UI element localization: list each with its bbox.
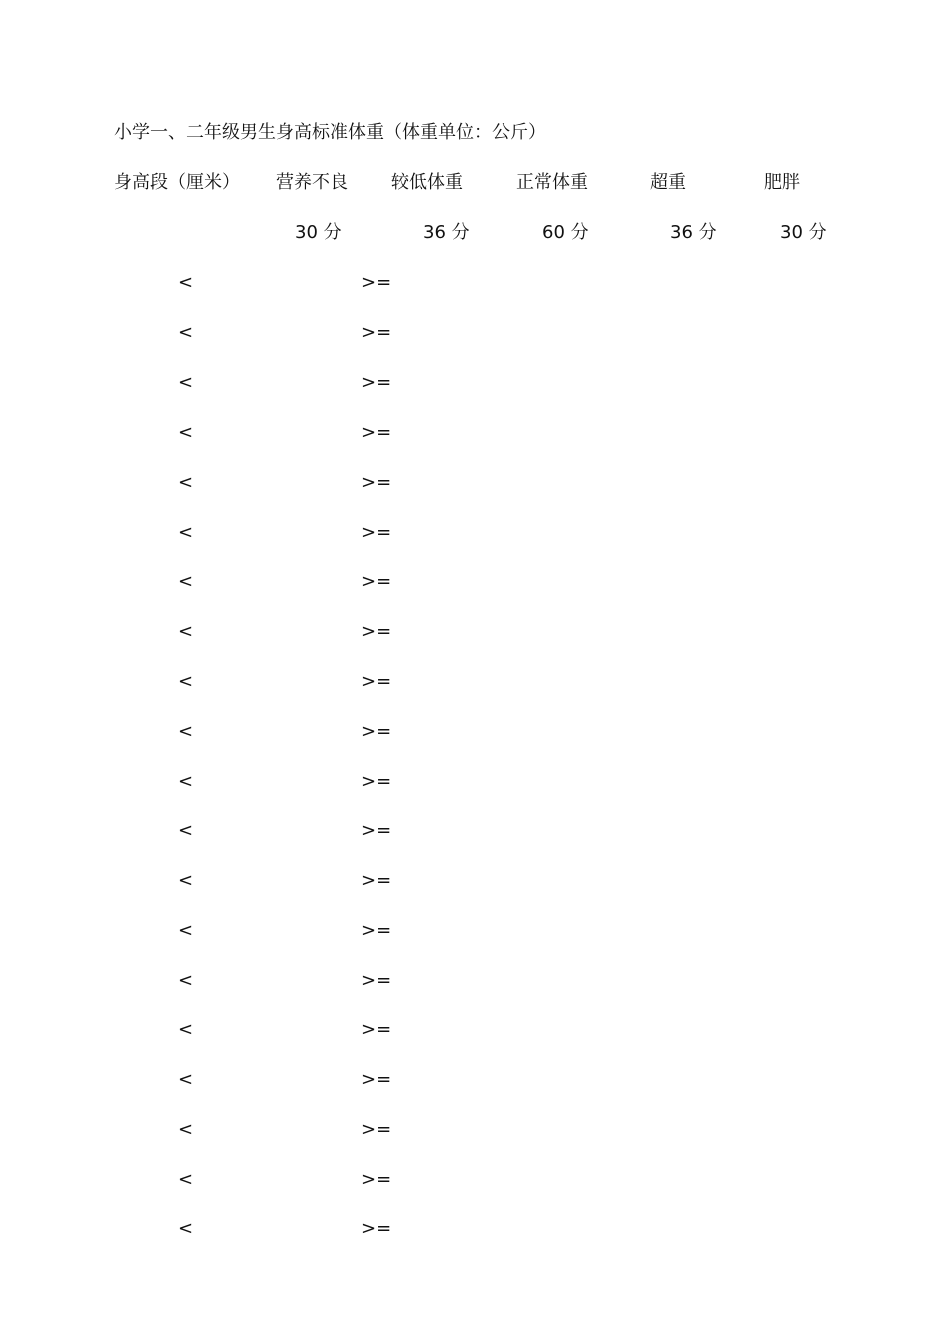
less-than-marker: < (178, 1119, 194, 1140)
greater-equal-marker: >= (361, 322, 392, 343)
score-low-weight: 36 分 (423, 222, 470, 243)
less-than-marker: < (178, 671, 194, 692)
header-obese: 肥胖 (764, 172, 800, 193)
greater-equal-marker: >= (361, 422, 392, 443)
less-than-marker: < (178, 372, 194, 393)
less-than-marker: < (178, 1069, 194, 1090)
score-malnutrition: 30 分 (295, 222, 342, 243)
greater-equal-marker: >= (361, 621, 392, 642)
less-than-marker: < (178, 322, 194, 343)
greater-equal-marker: >= (361, 571, 392, 592)
greater-equal-marker: >= (361, 820, 392, 841)
greater-equal-marker: >= (361, 522, 392, 543)
score-obese: 30 分 (780, 222, 827, 243)
less-than-marker: < (178, 970, 194, 991)
score-normal-weight: 60 分 (542, 222, 589, 243)
header-overweight: 超重 (650, 172, 686, 193)
score-overweight: 36 分 (670, 222, 717, 243)
greater-equal-marker: >= (361, 372, 392, 393)
header-height-range: 身高段（厘米） (114, 172, 240, 193)
document-title: 小学一、二年级男生身高标准体重（体重单位：公斤） (114, 122, 546, 143)
less-than-marker: < (178, 1218, 194, 1239)
greater-equal-marker: >= (361, 1019, 392, 1040)
header-malnutrition: 营养不良 (276, 172, 348, 193)
greater-equal-marker: >= (361, 1169, 392, 1190)
less-than-marker: < (178, 422, 194, 443)
less-than-marker: < (178, 820, 194, 841)
header-normal-weight: 正常体重 (516, 172, 588, 193)
less-than-marker: < (178, 771, 194, 792)
greater-equal-marker: >= (361, 920, 392, 941)
greater-equal-marker: >= (361, 472, 392, 493)
greater-equal-marker: >= (361, 1119, 392, 1140)
less-than-marker: < (178, 1169, 194, 1190)
less-than-marker: < (178, 920, 194, 941)
greater-equal-marker: >= (361, 870, 392, 891)
greater-equal-marker: >= (361, 671, 392, 692)
less-than-marker: < (178, 621, 194, 642)
less-than-marker: < (178, 1019, 194, 1040)
header-low-weight: 较低体重 (391, 172, 463, 193)
less-than-marker: < (178, 571, 194, 592)
greater-equal-marker: >= (361, 771, 392, 792)
less-than-marker: < (178, 721, 194, 742)
greater-equal-marker: >= (361, 970, 392, 991)
less-than-marker: < (178, 522, 194, 543)
less-than-marker: < (178, 472, 194, 493)
greater-equal-marker: >= (361, 721, 392, 742)
greater-equal-marker: >= (361, 1218, 392, 1239)
greater-equal-marker: >= (361, 272, 392, 293)
less-than-marker: < (178, 870, 194, 891)
greater-equal-marker: >= (361, 1069, 392, 1090)
less-than-marker: < (178, 272, 194, 293)
